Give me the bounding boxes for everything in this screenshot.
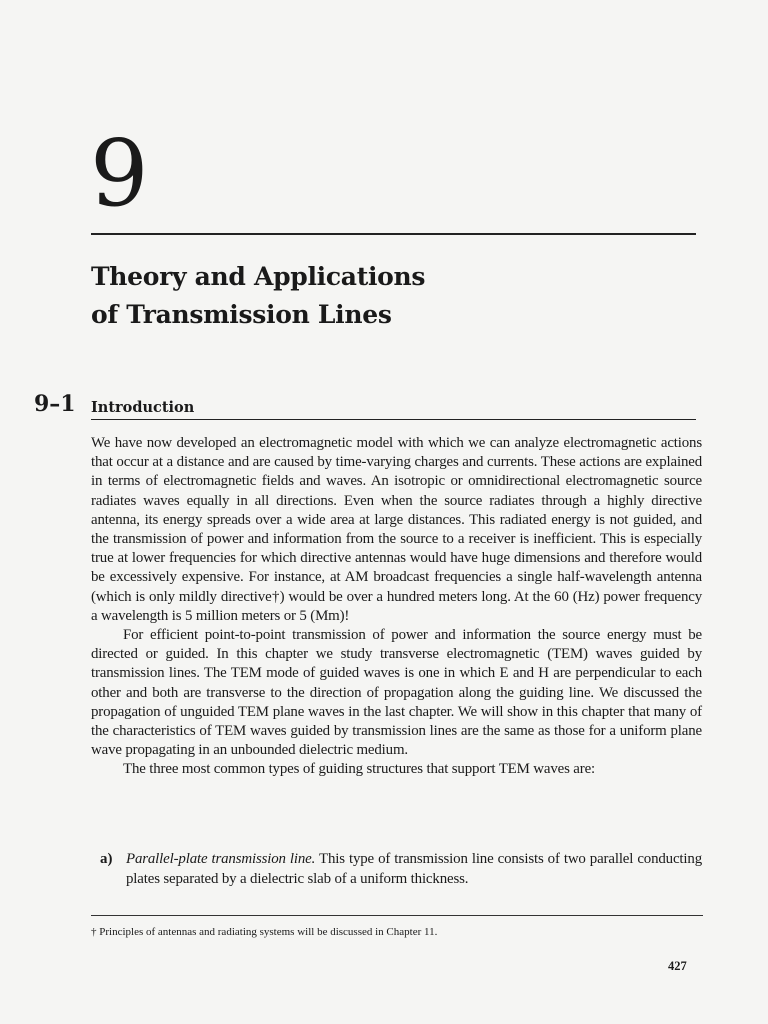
guiding-structures-list [100,849,702,889]
chapter-rule [91,233,696,235]
body-text [91,434,702,780]
paragraph-2: For efficient point-to-point transmission of power and information the source energy must be directed or guided. In this chapter we study transverse electromagnetic (TEM) waves guided by transmission lines. The TEM mode of guided waves is one in which E and H are perpendicular to each other and both are transverse to the direction of propagation along the guiding line. We discussed the propagation of unguided TEM plane waves in the last chapter. We will show in this chapter that many of the characteristics of TEM waves guided by transmission lines are the same as those for a uniform plane wave propagating in an unbounded dielectric medium. [91,627,702,759]
list-marker: a) [100,851,113,867]
chapter-title-line-1: Theory and Applications [91,262,426,291]
chapter-number: 9 [90,120,149,227]
list-item-body [126,849,702,889]
list-item-term: Parallel-plate transmission line. [126,851,316,867]
section-rule [91,419,696,420]
paragraph-1: We have now developed an electromagnetic model with which we can analyze electromagnetic actions that occur at a distance and are caused by time-varying charges and currents. These actions are explained in terms of electromagnetic fields and waves. An isotropic or omnidirectional electromagnetic source radiates waves equally in all directions. Even when the source radiates through a highly directive antenna, its energy spreads over a wide area at large distances. This radiated energy is not guided, and the transmission of power and information from the source to a receiver is inefficient. This is especially true at lower frequencies for which directive antennas would have huge dimensions and therefore would be excessively expensive. For instance, at AM broadcast frequencies a single half-wavelength antenna (which is only mildly directive†) would be over a hundred meters long. At the 60 (Hz) power frequency a wavelength is 5 million meters or 5 (Mm)! [91,435,702,624]
section-title: Introduction [91,399,195,416]
list-item-text: This type of transmission line consists of two parallel conducting plates separated by a dielectric slab of a uniform thickness. [126,851,702,887]
list-item [100,849,702,889]
paragraph-3: The three most common types of guiding structures that support TEM waves are: [123,761,596,778]
chapter-title-line-2: of Transmission Lines [91,300,392,329]
section-number: 9–1 [34,391,76,417]
page-number: 427 [668,959,687,973]
footnote: † Principles of antennas and radiating systems will be discussed in Chapter 11. [91,926,438,938]
footnote-rule [91,915,703,916]
chapter-title [91,258,425,334]
